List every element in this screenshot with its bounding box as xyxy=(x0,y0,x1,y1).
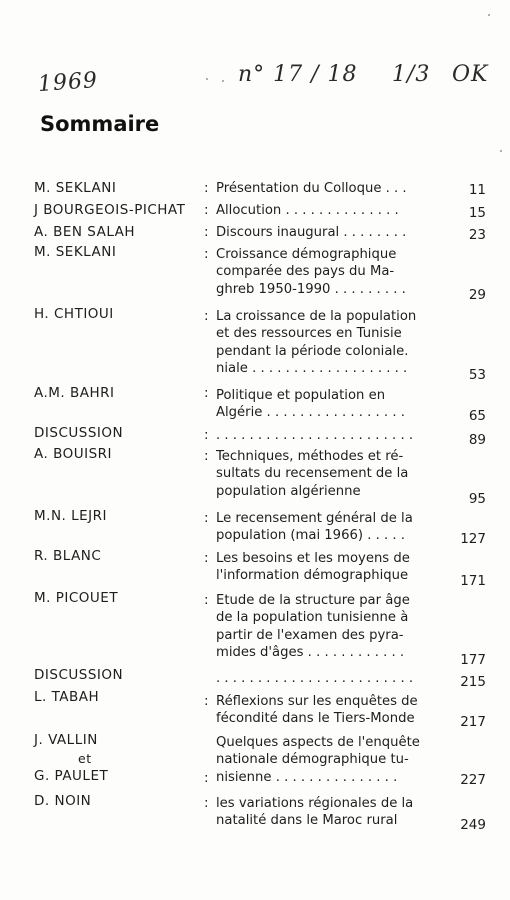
toc-colon: : xyxy=(204,770,209,786)
toc-author: M.N. LEJRI xyxy=(34,508,108,524)
toc-title-line: Le recensement général de la xyxy=(216,511,413,526)
toc-author-conjunction: et xyxy=(78,751,92,766)
toc-author: A.M. BAHRI xyxy=(34,385,115,401)
toc-page-number: 227 xyxy=(460,772,486,788)
toc-title xyxy=(216,180,421,197)
toc-title-line: Croissance démographique xyxy=(216,247,397,262)
toc-title-line: population algérienne xyxy=(216,483,361,499)
toc-title-line: nationale démographique tu- xyxy=(216,752,409,768)
toc-title-line: Discours inaugural . . . . . . . . xyxy=(216,225,407,240)
toc-title-line: fécondité dans le Tiers-Monde xyxy=(216,711,415,727)
toc-title-line: l'information démographique xyxy=(216,568,409,584)
toc-author: J. VALLIN xyxy=(34,732,98,748)
toc-author: A. BEN SALAH xyxy=(34,224,136,240)
toc-author: R. BLANC xyxy=(34,548,102,564)
toc-title-line: les variations régionales de la xyxy=(216,796,414,811)
handwritten-ok-mark: OK xyxy=(452,62,489,87)
toc-author: J BOURGEOIS-PICHAT xyxy=(34,202,186,218)
toc-colon: : xyxy=(204,427,209,443)
toc-author: M. SEKLANI xyxy=(34,244,117,260)
toc-title xyxy=(216,510,421,545)
toc-title-line: comparée des pays du Ma- xyxy=(216,264,395,280)
scan-speck xyxy=(206,78,208,80)
toc-title-line: niale . . . . . . . . . . . . . . . . . . . xyxy=(216,360,408,376)
toc-title xyxy=(216,387,421,422)
toc-title-line: population (mai 1966) . . . . . xyxy=(216,528,405,544)
toc-title xyxy=(216,246,421,298)
toc-page-number: 23 xyxy=(468,227,486,243)
toc-author: DISCUSSION xyxy=(34,667,124,683)
toc-title-line: . . . . . . . . . . . . . . . . . . . . . . . . xyxy=(216,671,414,686)
toc-title-line: natalité dans le Maroc rural xyxy=(216,813,398,829)
toc-title xyxy=(216,769,421,786)
toc-page-number: 29 xyxy=(468,287,486,303)
toc-title xyxy=(216,670,421,687)
toc-author: H. CHTIOUI xyxy=(34,306,114,322)
toc-title-line: partir de l'examen des pyra- xyxy=(216,627,404,643)
page-title: Sommaire xyxy=(40,112,160,136)
toc-title-line: Politique et population en xyxy=(216,388,386,403)
toc-title xyxy=(216,734,421,769)
toc-author: D. NOIN xyxy=(34,793,92,809)
toc-title xyxy=(216,550,421,585)
toc-colon: : xyxy=(204,308,209,324)
toc-colon: : xyxy=(204,795,209,811)
toc-page-number: 171 xyxy=(460,573,486,589)
toc-title-line: Algérie . . . . . . . . . . . . . . . . . xyxy=(216,405,405,421)
toc-page-number: 53 xyxy=(468,367,486,383)
toc-title-line: Présentation du Colloque . . . xyxy=(216,181,407,196)
toc-title xyxy=(216,693,421,728)
toc-page-number: 15 xyxy=(468,205,486,221)
handwritten-year: 1969 xyxy=(37,67,99,98)
toc-title-line: sultats du recensement de la xyxy=(216,466,409,482)
toc-author: G. PAULET xyxy=(34,768,109,784)
toc-title-line: Allocution . . . . . . . . . . . . . . xyxy=(216,203,399,218)
toc-author: M. PICOUET xyxy=(34,590,119,606)
toc-page-number: 249 xyxy=(460,817,486,833)
toc-title-line: La croissance de la population xyxy=(216,309,417,324)
toc-title xyxy=(216,427,421,444)
toc-colon: : xyxy=(204,592,209,608)
toc-title-line: et des ressources en Tunisie xyxy=(216,326,402,342)
toc-title-line: ghreb 1950-1990 . . . . . . . . . xyxy=(216,281,406,297)
toc-colon: : xyxy=(204,693,209,709)
toc-title-line: Réflexions sur les enquêtes de xyxy=(216,694,418,709)
toc-author: A. BOUISRI xyxy=(34,446,113,462)
toc-page-number: 65 xyxy=(468,408,486,424)
toc-page-number: 11 xyxy=(468,182,486,198)
toc-author: DISCUSSION xyxy=(34,425,124,441)
handwritten-issue-number: n° 17 / 18 xyxy=(238,62,358,87)
toc-title-line: pendant la période coloniale. xyxy=(216,343,409,359)
toc-title-line: Etude de la structure par âge xyxy=(216,593,410,608)
toc-page-number: 217 xyxy=(460,714,486,730)
toc-title xyxy=(216,224,421,241)
toc-colon: : xyxy=(204,224,209,240)
toc-author: M. SEKLANI xyxy=(34,180,117,196)
handwritten-page-count: 1/3 xyxy=(392,62,431,87)
toc-colon: : xyxy=(204,202,209,218)
toc-page-number: 95 xyxy=(468,491,486,507)
scan-speck xyxy=(488,14,490,16)
toc-title xyxy=(216,448,421,500)
toc-title xyxy=(216,308,421,377)
toc-title-line: de la population tunisienne à xyxy=(216,610,409,626)
toc-colon: : xyxy=(204,550,209,566)
toc-colon: : xyxy=(204,180,209,196)
toc-page-number: 127 xyxy=(460,531,486,547)
toc-colon: : xyxy=(204,448,209,464)
toc-title-line: mides d'âges . . . . . . . . . . . . xyxy=(216,644,405,660)
toc-title-line: nisienne . . . . . . . . . . . . . . . xyxy=(216,770,398,785)
toc-colon: : xyxy=(204,510,209,526)
toc-title-line: . . . . . . . . . . . . . . . . . . . . . . . . xyxy=(216,428,414,443)
toc-title xyxy=(216,592,421,661)
toc-title xyxy=(216,795,421,830)
toc-page-number: 215 xyxy=(460,674,486,690)
toc-colon: : xyxy=(204,246,209,262)
toc-author: L. TABAH xyxy=(34,689,100,705)
toc-title-line: Les besoins et les moyens de xyxy=(216,551,410,566)
toc-title xyxy=(216,202,421,219)
toc-title-line: Techniques, méthodes et ré- xyxy=(216,449,404,464)
scan-speck xyxy=(222,80,224,82)
toc-page-number: 177 xyxy=(460,652,486,668)
scan-speck xyxy=(500,150,502,152)
toc-page-number: 89 xyxy=(468,432,486,448)
toc-colon: : xyxy=(204,385,209,401)
toc-title-line: Quelques aspects de l'enquête xyxy=(216,735,420,750)
